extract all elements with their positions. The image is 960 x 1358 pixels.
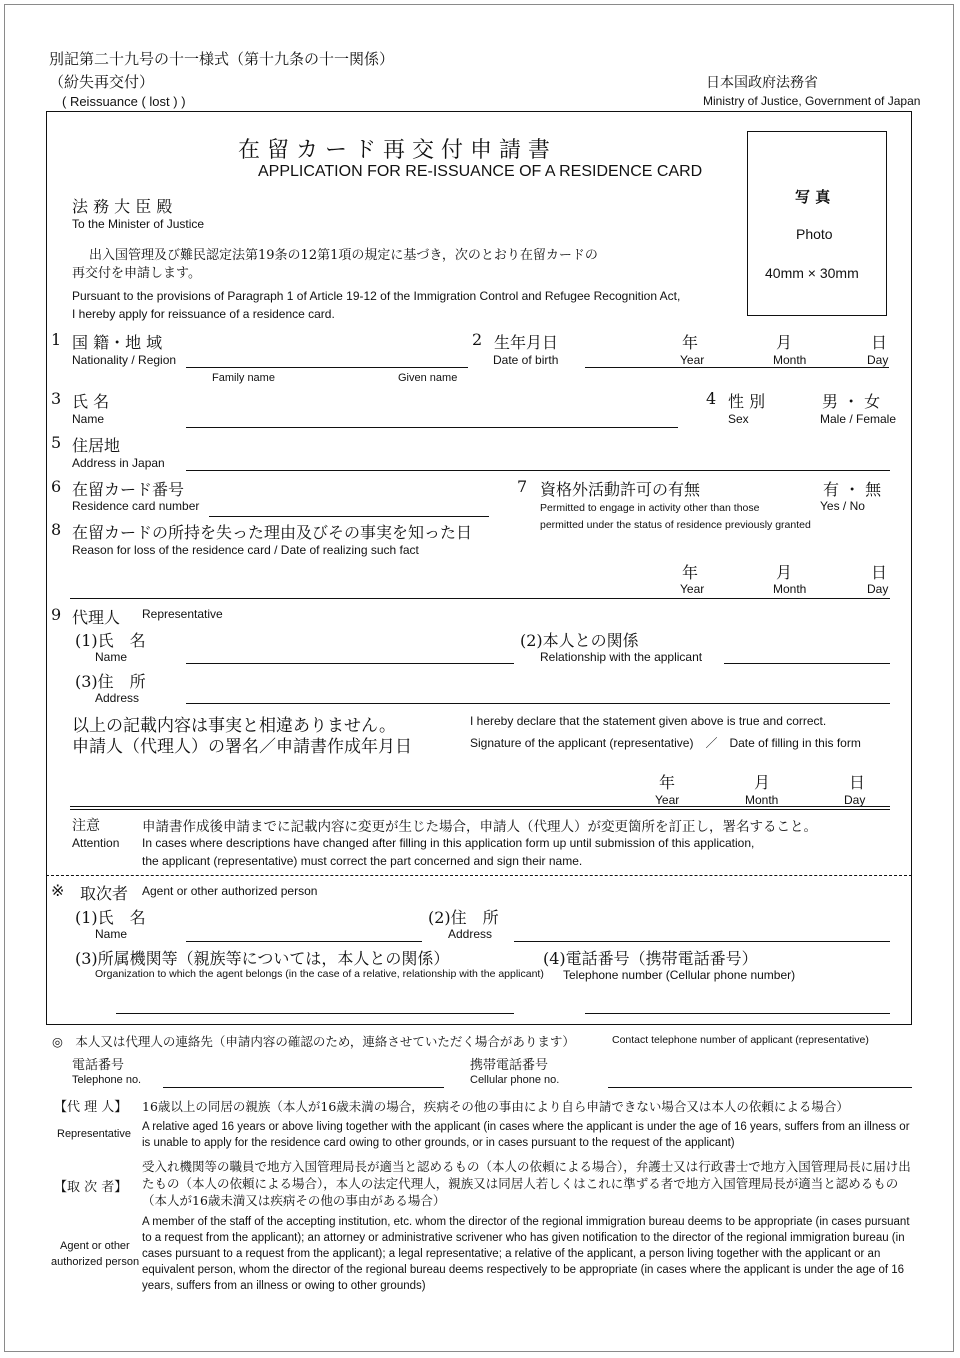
ministry-jp: 日本国政府法務省: [706, 75, 818, 91]
representative-label-jp: 代理人: [72, 608, 121, 627]
sign-month-jp: 月: [754, 773, 771, 792]
addressee-jp: 法 務 大 臣 殿: [72, 197, 173, 216]
card-number-label-jp: 在留カード番号: [72, 480, 185, 499]
form-title-jp: 在 留 カ ー ド 再 交 付 申 請 書: [238, 138, 550, 163]
loss-month-jp: 月: [776, 563, 793, 582]
rep-name-label-jp: (1)氏 名: [75, 631, 146, 650]
field-8-number: 8: [51, 520, 62, 539]
contact-cell-input-line[interactable]: [608, 1087, 912, 1088]
dob-label-en: Date of birth: [493, 353, 559, 367]
attention-label-en: Attention: [72, 836, 120, 850]
signature-line-1[interactable]: [70, 806, 890, 807]
dob-year-jp: 年: [682, 333, 699, 352]
form-subtitle-en: ( Reissuance ( lost ) ): [62, 94, 186, 109]
loss-month-en: Month: [773, 582, 807, 596]
agent-org-label-en: Organization to which the agent belongs (in the case of a relative, relationship with the applicant): [95, 968, 544, 980]
preamble-en-1: Pursuant to the provisions of Paragraph 1 of Article 19-12 of the Immigration Control and Refugee Recognition Act,: [72, 289, 681, 303]
agent-label-jp: 取次者: [80, 884, 129, 903]
agent-address-input-line[interactable]: [514, 941, 890, 942]
agent-org-input-line[interactable]: [116, 1013, 514, 1014]
loss-reason-label-jp: 在留カードの所持を失った理由及びその事実を知った日: [72, 523, 473, 542]
activity-permit-label-jp: 資格外活動許可の有無: [540, 480, 701, 499]
rep-address-input-line[interactable]: [186, 703, 890, 704]
field-2-number: 2: [472, 330, 483, 349]
name-input-line[interactable]: [186, 427, 678, 428]
address-input-line[interactable]: [186, 470, 890, 471]
photo-size: 40mm × 30mm: [765, 265, 859, 281]
attention-text-en-2: the applicant (representative) must correct the part concerned and sign their name.: [142, 854, 583, 868]
declaration-en-1: I hereby declare that the statement given above is true and correct.: [470, 714, 827, 728]
field-1-number: 1: [51, 330, 62, 349]
activity-permit-options-jp[interactable]: 有 ・ 無: [823, 480, 882, 499]
rep-relationship-label-en: Relationship with the applicant: [540, 650, 703, 664]
sign-day-en: Day: [844, 793, 866, 807]
sign-month-en: Month: [745, 793, 779, 807]
photo-box[interactable]: [747, 131, 887, 316]
declaration-jp-2: 申請人（代理人）の署名／申請書作成年月日: [72, 737, 412, 757]
declaration-en-2: Signature of the applicant (representative) ／ Date of filling in this form: [470, 736, 861, 750]
note-rep-text-en: A relative aged 16 years or above living together with the applicant (in cases where the applicant is under the age of 16 years, suffers from an illness or is unable to apply for the residence card owing to other grounds, or in cases pursuant to the request of the applicant): [142, 1121, 910, 1149]
agent-tel-label-en: Telephone number (Cellular phone number): [563, 968, 796, 982]
form-title-en: APPLICATION FOR RE-ISSUANCE OF A RESIDENCE CARD: [258, 163, 703, 180]
activity-permit-options-en: Yes / No: [820, 499, 865, 513]
sign-year-en: Year: [655, 793, 680, 807]
agent-mark: ※: [51, 881, 65, 900]
form-subtitle-jp: （紛失再交付）: [49, 73, 155, 91]
card-number-input-line[interactable]: [209, 516, 489, 517]
note-agent-label-en-2: authorized person: [51, 1256, 140, 1268]
family-name-label: Family name: [212, 372, 275, 384]
ministry-en: Ministry of Justice, Government of Japan: [703, 94, 921, 108]
contact-tel-label-en: Telephone no.: [72, 1074, 142, 1086]
nationality-input-line[interactable]: [186, 367, 468, 368]
dob-year-en: Year: [680, 353, 705, 367]
dob-month-en: Month: [773, 353, 807, 367]
note-rep-label-jp: 【代 理 人】: [54, 1100, 128, 1115]
contact-cell-label-jp: 携帯電話番号: [470, 1058, 549, 1073]
dob-month-jp: 月: [776, 333, 793, 352]
agent-tel-input-line[interactable]: [585, 1013, 890, 1014]
loss-day-jp: 日: [871, 563, 888, 582]
addressee-en: To the Minister of Justice: [72, 217, 205, 231]
activity-permit-label-en-2: permitted under the status of residence previously granted: [540, 519, 811, 531]
dob-day-en: Day: [867, 353, 889, 367]
note-agent-label-en-1: Agent or other: [60, 1240, 130, 1252]
loss-reason-label-en: Reason for loss of the residence card / Date of realizing such fact: [72, 543, 419, 557]
field-7-number: 7: [517, 477, 528, 496]
loss-day-en: Day: [867, 582, 889, 596]
sex-options-en: Male / Female: [820, 412, 897, 426]
field-4-number: 4: [706, 389, 717, 408]
photo-label-en: Photo: [796, 226, 833, 242]
dashed-separator: [46, 875, 912, 876]
agent-org-label-jp: (3)所属機関等（親族等については，本人との関係）: [75, 949, 450, 968]
sex-label-en: Sex: [728, 412, 749, 426]
rep-name-label-en: Name: [95, 650, 128, 664]
form-number: 別記第二十九号の十一様式（第十九条の十一関係）: [49, 50, 395, 68]
note-agent-text-jp: 受入れ機関等の職員で地方入国管理局長が適当と認めるもの（本人の依頼による場合），弁護士又は行政書士で地方入国管理局長に届け出たもの（本人の依頼による場合），本人の法定代理人，親族又は同居人若しくはこれに準ずる者で地方入国管理局長が適当と認めるもの（本人が16歳未満又は疾病その他の事由がある場合）: [142, 1159, 911, 1208]
preamble-jp-2: 再交付を申請します。: [72, 266, 201, 281]
note-agent-text-en: A member of the staff of the accepting institution, etc. whom the director of the regional immigration bureau deems to be appropriate (in cases pursuant to a request from the applicant); an attorney or administrative scrivener who has given notification to the director of the regional immigration bureau (in cases pursuant to a request from the applicant); a legal representative; a relative of the applicant, a person living together with the applicant or an equivalent person, whom the director of the regional bureau deems respectively to be appropriate (in cases where the applicant is under the age of 16 years, suffers from an illness or owing to other grounds): [142, 1216, 910, 1292]
dob-label-jp: 生年月日: [494, 333, 559, 352]
contact-cell-label-en: Cellular phone no.: [470, 1074, 560, 1086]
contact-tel-input-line[interactable]: [163, 1087, 444, 1088]
note-rep-text-jp: 16歳以上の同居の親族（本人が16歳未満の場合，疾病その他の事由により自ら申請できない場合又は本人の依頼による場合）: [142, 1099, 849, 1114]
nationality-label-en: Nationality / Region: [72, 353, 177, 367]
name-label-en: Name: [72, 412, 105, 426]
signature-line-2: [70, 809, 890, 810]
rep-relationship-label-jp: (2)本人との関係: [520, 631, 639, 650]
agent-tel-label-jp: (4)電話番号（携帯電話番号）: [543, 949, 758, 968]
activity-permit-label-en-1: Permitted to engage in activity other than those: [540, 502, 760, 514]
agent-label-en: Agent or other authorized person: [142, 884, 318, 898]
agent-address-label-en: Address: [448, 927, 493, 941]
sex-options-jp[interactable]: 男 ・ 女: [822, 392, 881, 411]
agent-name-label-jp: (1)氏 名: [75, 908, 146, 927]
preamble-jp-1: 出入国管理及び難民認定法第19条の12第1項の規定に基づき，次のとおり在留カードの: [89, 248, 598, 263]
nationality-label-jp: 国 籍・地 域: [72, 333, 163, 352]
sign-day-jp: 日: [849, 773, 866, 792]
note-rep-label-en: Representative: [57, 1128, 131, 1140]
representative-label-en: Representative: [142, 607, 223, 621]
rep-name-input-line[interactable]: [186, 663, 514, 664]
loss-reason-input-line[interactable]: [70, 598, 890, 599]
preamble-en-2: I hereby apply for reissuance of a residence card.: [72, 307, 335, 321]
agent-address-label-jp: (2)住 所: [428, 908, 499, 927]
declaration-jp-1: 以上の記載内容は事実と相違ありません。: [72, 716, 397, 736]
attention-text-en-1: In cases where descriptions have changed after filling in this application form up until submission of this application,: [142, 836, 755, 850]
dob-input-line[interactable]: [585, 367, 889, 368]
address-label-jp: 住居地: [72, 436, 121, 455]
rep-relationship-input-line[interactable]: [724, 663, 890, 664]
given-name-label: Given name: [398, 372, 458, 384]
loss-year-en: Year: [680, 582, 705, 596]
photo-label-jp: 写 真: [795, 188, 831, 206]
field-6-number: 6: [51, 477, 62, 496]
rep-address-label-jp: (3)住 所: [75, 672, 146, 691]
loss-year-jp: 年: [682, 563, 699, 582]
sex-label-jp: 性 別: [728, 392, 766, 411]
card-number-label-en: Residence card number: [72, 499, 200, 513]
dob-day-jp: 日: [871, 333, 888, 352]
field-5-number: 5: [51, 433, 62, 452]
address-label-en: Address in Japan: [72, 456, 165, 470]
contact-label-jp: ◎ 本人又は代理人の連絡先（申請内容の確認のため，連絡させていただく場合があります）: [52, 1034, 575, 1049]
contact-label-en: Contact telephone number of applicant (representative): [612, 1034, 869, 1046]
rep-address-label-en: Address: [95, 691, 140, 705]
note-agent-label-jp: 【取 次 者】: [54, 1180, 128, 1195]
contact-tel-label-jp: 電話番号: [72, 1058, 125, 1073]
agent-name-label-en: Name: [95, 927, 128, 941]
agent-name-input-line[interactable]: [186, 941, 422, 942]
attention-label-jp: 注意: [72, 818, 100, 834]
sign-year-jp: 年: [659, 773, 676, 792]
field-9-number: 9: [51, 605, 62, 624]
name-label-jp: 氏 名: [72, 392, 110, 411]
field-3-number: 3: [51, 389, 62, 408]
attention-text-jp: 申請書作成後申請までに記載内容に変更が生じた場合，申請人（代理人）が変更箇所を訂正し，署名すること。: [142, 819, 817, 835]
